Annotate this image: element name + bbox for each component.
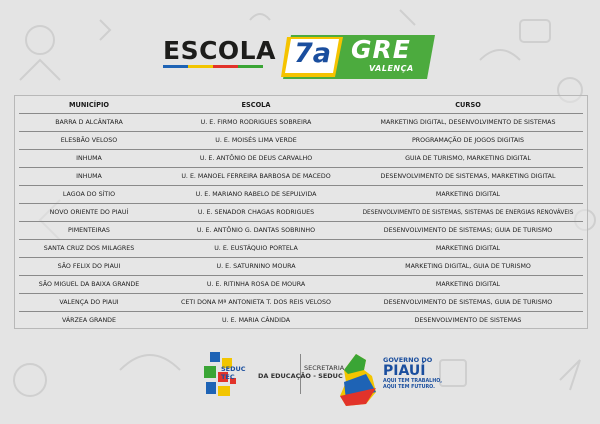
- cell-curso: MARKETING DIGITAL: [435, 245, 501, 252]
- table-row: [15, 294, 587, 312]
- cell-escola: U. E. SATURNINO MOURA: [216, 263, 296, 270]
- cell-municipio: LAGOA DO SÍTIO: [62, 191, 116, 198]
- table-row: [15, 240, 587, 258]
- column-header-municipio: MUNICÍPIO: [68, 101, 110, 109]
- cell-municipio: ELESBÃO VELOSO: [60, 137, 118, 144]
- table-row: [15, 276, 587, 294]
- governo-line3: AQUI TEM TRABALHO,: [383, 379, 443, 384]
- governo-line2: PIAUÍ: [383, 363, 426, 379]
- cell-curso: MARKETING DIGITAL: [435, 191, 501, 198]
- cell-escola: U. E. SENADOR CHAGAS RODRIGUES: [197, 209, 315, 216]
- cell-municipio: SÃO MIGUEL DA BAIXA GRANDE: [38, 281, 140, 288]
- table-header-row: [15, 96, 587, 114]
- cell-municipio: INHUMA: [76, 173, 102, 180]
- cell-curso: DESENVOLVIMENTO DE SISTEMAS; GUIA DE TURISMO: [383, 227, 553, 234]
- schools-table: [14, 95, 588, 329]
- footer-logos: [0, 342, 600, 412]
- cell-escola: U. E. MARIANO RABELO DE SEPULVIDA: [195, 191, 317, 198]
- table-row: [15, 204, 587, 222]
- cell-escola: U. E. MARIA CÂNDIDA: [221, 317, 291, 324]
- cell-escola: U. E. MANOEL FERREIRA BARBOSA DE MACEDO: [181, 173, 331, 180]
- piaui-state-map-icon: [336, 352, 382, 408]
- cell-curso: DESENVOLVIMENTO DE SISTEMAS, SISTEMAS DE ENERGIAS RENOVÁVEIS: [362, 210, 574, 216]
- badge-number: 7a: [294, 38, 332, 69]
- cell-curso: PROGRAMAÇÃO DE JOGOS DIGITAIS: [411, 137, 525, 144]
- table-row: [15, 132, 587, 150]
- seduc-tec-line2: TEC: [221, 373, 235, 381]
- cell-municipio: VÁRZEA GRANDE: [61, 317, 117, 324]
- cell-municipio: SÃO FELIX DO PIAUI: [57, 263, 121, 270]
- cell-curso: DESENVOLVIMENTO DE SISTEMAS: [414, 317, 522, 324]
- cell-municipio: BARRA D ALCÂNTARA: [55, 119, 123, 126]
- cell-escola: U. E. ANTÔNIO DE DEUS CARVALHO: [199, 155, 313, 162]
- governo-line4: AQUI TEM FUTURO.: [383, 385, 435, 390]
- cell-escola: U. E. RITINHA ROSA DE MOURA: [206, 281, 306, 288]
- cell-municipio: INHUMA: [76, 155, 102, 162]
- cell-curso: MARKETING DIGITAL: [435, 281, 501, 288]
- seduc-tec-line1: SEDUC: [221, 365, 246, 373]
- badge-city: VALENÇA: [369, 64, 414, 73]
- cell-curso: MARKETING DIGITAL, GUIA DE TURISMO: [405, 263, 531, 270]
- cell-curso: DESENVOLVIMENTO DE SISTEMAS, GUIA DE TURISMO: [383, 299, 553, 306]
- table-row: [15, 222, 587, 240]
- cell-escola: U. E. EUSTÁQUIO PORTELA: [214, 245, 298, 252]
- cell-curso: DESENVOLVIMENTO DE SISTEMAS, MARKETING DIGITAL: [380, 173, 556, 180]
- column-header-curso: CURSO: [455, 101, 481, 109]
- cell-municipio: NOVO ORIENTE DO PIAUÍ: [49, 209, 129, 216]
- governo-line1: GOVERNO DO: [383, 356, 433, 364]
- cell-municipio: PIMENTEIRAS: [68, 227, 110, 234]
- gre-badge: [281, 33, 437, 81]
- table-row: [15, 258, 587, 276]
- escola-wordmark: ESCOLA: [163, 36, 276, 65]
- cell-municipio: SANTA CRUZ DOS MILAGRES: [43, 245, 135, 252]
- secretaria-line1: SECRETARIA: [304, 364, 345, 372]
- cell-curso: GUIA DE TURISMO, MARKETING DIGITAL: [405, 155, 531, 162]
- secretaria-line2: DA EDUCAÇÃO - SEDUC: [258, 372, 343, 380]
- table-row: [15, 150, 587, 168]
- cell-municipio: VALENÇA DO PIAUI: [59, 299, 119, 306]
- cell-escola: CETI DONA Mª ANTONIETA T. DOS REIS VELOSO: [181, 299, 331, 306]
- color-stripe: [163, 65, 263, 68]
- cell-escola: U. E. FIRMO RODRIGUES SOBREIRA: [200, 119, 312, 126]
- cell-escola: U. E. ANTÔNIO G. DANTAS SOBRINHO: [196, 227, 316, 234]
- column-header-escola: ESCOLA: [241, 101, 271, 109]
- table-row: [15, 168, 587, 186]
- escola-logo: [163, 36, 276, 65]
- cell-curso: MARKETING DIGITAL, DESENVOLVIMENTO DE SISTEMAS: [380, 119, 556, 126]
- cell-escola: U. E. MOISÉS LIMA VERDE: [215, 137, 297, 144]
- table-row: [15, 114, 587, 132]
- table-row: [15, 186, 587, 204]
- badge-title: GRE: [351, 35, 411, 64]
- table-row: [15, 312, 587, 330]
